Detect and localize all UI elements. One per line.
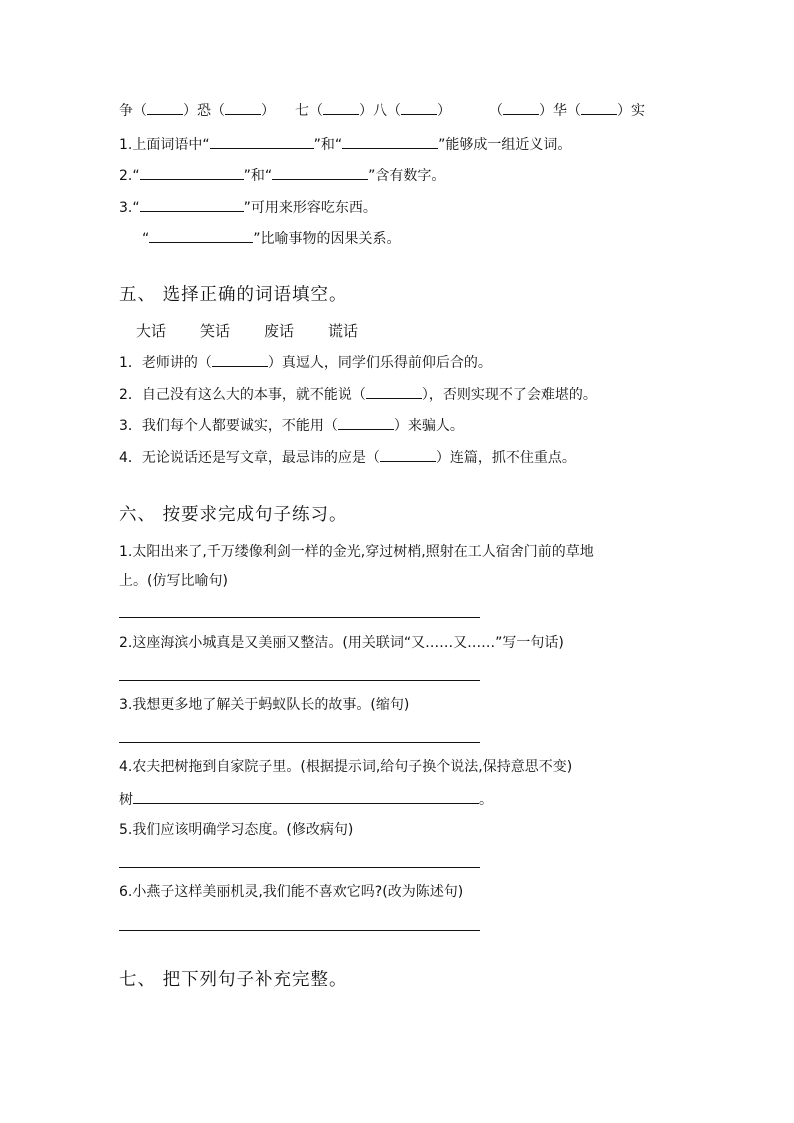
answer-line[interactable] (119, 742, 480, 743)
word-option: 废话 (264, 322, 295, 340)
idiom-char: 八 (373, 103, 387, 119)
sentence-3: 3.我想更多地了解关于蚂蚁队长的故事。(缩句) (119, 697, 410, 713)
answer-blank[interactable] (503, 101, 539, 115)
answer-blank[interactable] (380, 448, 436, 462)
q4-item-4: “ ”比喻事物的因果关系。 (142, 231, 401, 247)
answer-blank[interactable] (147, 101, 183, 115)
sentence-2: 2.这座海滨小城真是又美丽又整洁。(用关联词“又……又……”写一句话) (119, 635, 564, 651)
answer-line[interactable] (119, 867, 480, 868)
sentence-5: 5.我们应该明确学习态度。(修改病句) (119, 822, 354, 838)
idiom-char: 争 (119, 103, 133, 119)
answer-blank[interactable] (210, 135, 314, 149)
idiom-char: 实 (631, 103, 645, 119)
word-option: 谎话 (328, 322, 359, 340)
answer-line[interactable] (119, 617, 480, 618)
answer-blank[interactable] (140, 198, 244, 212)
word-bank (136, 322, 392, 340)
sentence-4: 4.农夫把树拖到自家院子里。(根据提示词,给句子换个说法,保持意思不变) (119, 759, 573, 775)
word-option: 笑话 (200, 322, 231, 340)
section-title-5: 五、 选择正确的词语填空。 (119, 285, 348, 305)
answer-line[interactable] (119, 680, 480, 681)
answer-blank[interactable] (323, 101, 359, 115)
q4-item-1: 1.上面词语中“ ”和“ ”能够成一组近义词。 (119, 137, 572, 153)
sentence-1-line-1: 1.太阳出来了,千万缕像利剑一样的金光,穿过树梢,照射在工人宿舍门前的草地 (119, 544, 594, 560)
answer-blank[interactable] (225, 101, 261, 115)
q5-item-2: 2．自己没有这么大的本事，就不能说（ ），否则实现不了会难堪的。 (119, 387, 597, 403)
q5-item-3: 3．我们每个人都要诚实，不能用（ ）来骗人。 (119, 418, 464, 434)
answer-blank[interactable] (581, 101, 617, 115)
answer-line[interactable] (119, 930, 480, 931)
q4-item-3: 3.“ ”可用来形容吃东西。 (119, 200, 377, 216)
answer-line[interactable] (133, 790, 479, 804)
idiom-row: 争（ ）恐（ ） 七（ ）八（ ） （ ）华（ ）实 (119, 103, 645, 119)
answer-blank[interactable] (140, 166, 244, 180)
q5-item-1: 1．老师讲的（ ）真逗人，同学们乐得前仰后合的。 (119, 355, 492, 371)
answer-blank[interactable] (149, 229, 253, 243)
q4-item-2: 2.“ ”和“ ”含有数字。 (119, 168, 446, 184)
sentence-6: 6.小燕子这样美丽机灵,我们能不喜欢它吗?(改为陈述句) (119, 884, 464, 900)
idiom-char: 恐 (197, 103, 211, 119)
idiom-char: 华 (553, 103, 567, 119)
answer-blank[interactable] (401, 101, 437, 115)
section-title-7: 七、 把下列句子补充完整。 (119, 970, 348, 990)
answer-blank[interactable] (338, 416, 394, 430)
section-title-6: 六、 按要求完成句子练习。 (119, 505, 348, 525)
q5-item-4: 4．无论说话还是写文章，最忌讳的应是（ ）连篇，抓不住重点。 (119, 450, 576, 466)
answer-blank[interactable] (342, 135, 438, 149)
answer-blank[interactable] (212, 353, 268, 367)
answer-blank[interactable] (366, 385, 422, 399)
sentence-1-line-2: 上。(仿写比喻句) (119, 573, 228, 589)
word-option: 大话 (136, 322, 167, 340)
idiom-char: 七 (295, 103, 309, 119)
sentence-4-answer: 树 。 (119, 792, 493, 808)
answer-blank[interactable] (272, 166, 368, 180)
